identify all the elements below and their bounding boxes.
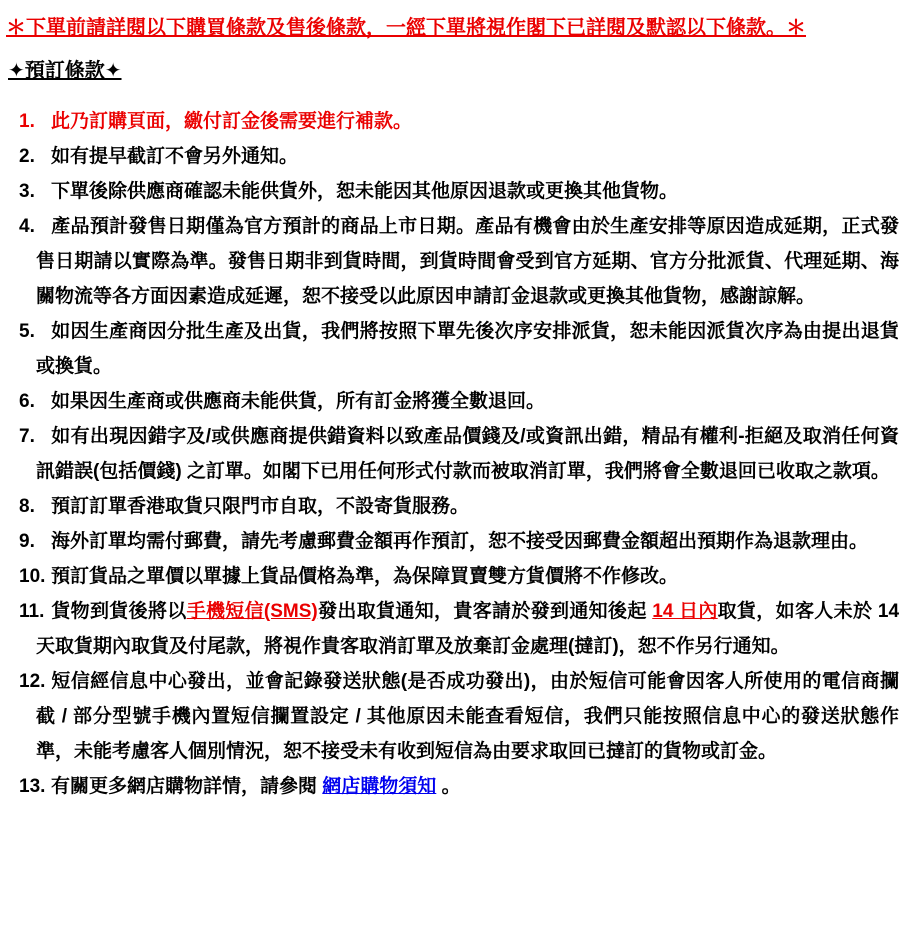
terms-list — [6, 104, 903, 804]
section-heading-preorder-terms: ✦預訂條款✦ — [8, 60, 122, 82]
term-number: 7. — [19, 426, 35, 447]
term-number: 9. — [19, 531, 35, 552]
term-item-5 — [19, 314, 899, 384]
term-item-9 — [19, 524, 899, 559]
term-number: 3. — [19, 181, 35, 202]
term-text: 如因生產商因分批生產及出貨，我們將按照下單先後次序安排派貨，恕未能因派貨次序為由提出退貨或換貨。 — [36, 321, 899, 377]
term-text: 有關更多網店購物詳情，請參閱 — [51, 776, 323, 797]
term-text: 如有出現因錯字及/或供應商提供錯資料以致產品價錢及/或資訊出錯，精品有權利-拒絕及取消任何資訊錯誤(包括價錢) 之訂單。如閣下已用任何形式付款而被取消訂單，我們將會全數退回已收取之款項。 — [36, 426, 899, 482]
term-text: 下單後除供應商確認未能供貨外，恕未能因其他原因退款或更換其他貨物。 — [51, 181, 679, 202]
term-text: 預訂訂單香港取貨只限門市自取，不設寄貨服務。 — [51, 496, 470, 517]
term-text: 。 — [436, 776, 461, 797]
term-item-1 — [19, 104, 899, 139]
term-item-4 — [19, 209, 899, 314]
term-text: 預訂貨品之單價以單據上貨品價格為準，為保障買賣雙方貨價將不作修改。 — [51, 566, 679, 587]
term-item-8 — [19, 489, 899, 524]
term-number: 4. — [19, 216, 35, 237]
term-text: 短信經信息中心發出，並會記錄發送狀態(是否成功發出)，由於短信可能會因客人所使用的電信商攔截 / 部分型號手機內置短信攔置設定 / 其他原因未能查看短信，我們只能按照信息中心的發送狀態作準，未能考慮客人個別情況，恕不接受未有收到短信為由要求取回已撻訂的貨物或訂金。 — [36, 671, 899, 762]
pre-order-warning-banner: ＊下單前請詳閱以下購買條款及售後條款，一經下單將視作閣下已詳閱及默認以下條款。＊ — [6, 17, 806, 39]
pickup-deadline-highlight: 14 日內 — [652, 601, 718, 622]
term-number: 2. — [19, 146, 35, 167]
term-item-11 — [19, 594, 900, 664]
term-text: 取貨，如客人未於 14 天取貨期內取貨及付尾款，將視作貴客取消訂單及放棄訂金處理(撻訂)，恕不作另行通知。 — [36, 601, 900, 657]
store-shopping-notice-link[interactable]: 網店購物須知 — [322, 776, 437, 797]
term-number: 1. — [19, 111, 35, 132]
term-text: 此乃訂購頁面，繳付訂金後需要進行補款。 — [51, 111, 413, 132]
sms-notice-highlight: 手機短信(SMS) — [186, 601, 318, 622]
term-text: 如果因生產商或供應商未能供貨，所有訂金將獲全數退回。 — [51, 391, 546, 412]
term-text: 海外訂單均需付郵費，請先考慮郵費金額再作預訂，恕不接受因郵費金額超出預期作為退款理由。 — [51, 531, 869, 552]
term-item-12 — [19, 664, 899, 769]
term-number: 12. — [19, 671, 46, 692]
term-text: 產品預計發售日期僅為官方預計的商品上市日期。產品有機會由於生產安排等原因造成延期，正式發售日期請以實際為準。發售日期非到貨時間，到貨時間會受到官方延期、官方分批派貨、代理延期、海關物流等各方面因素造成延遲，恕不接受以此原因申請訂金退款或更換其他貨物，感謝諒解。 — [36, 216, 899, 307]
term-item-2 — [19, 139, 899, 174]
term-number: 6. — [19, 391, 35, 412]
term-number: 11. — [19, 601, 45, 622]
term-item-13 — [19, 769, 899, 804]
term-item-3 — [19, 174, 899, 209]
term-item-10 — [19, 559, 899, 594]
term-number: 5. — [19, 321, 35, 342]
term-text: 如有提早截訂不會另外通知。 — [51, 146, 299, 167]
term-text: 發出取貨通知，貴客請於發到通知後起 — [317, 601, 653, 622]
term-item-6 — [19, 384, 899, 419]
term-item-7 — [19, 419, 899, 489]
term-number: 8. — [19, 496, 35, 517]
term-number: 13. — [19, 776, 46, 797]
term-text: 貨物到貨後將以 — [51, 601, 187, 622]
term-number: 10. — [19, 566, 46, 587]
